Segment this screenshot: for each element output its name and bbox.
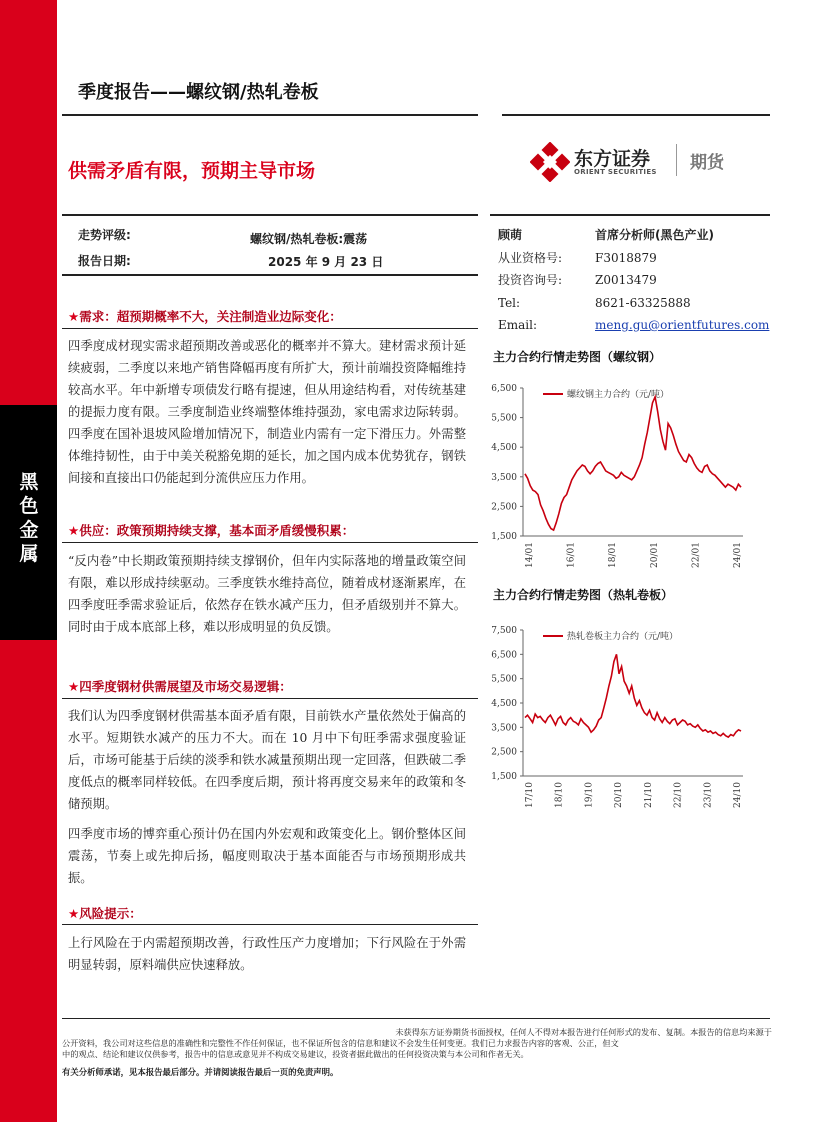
x-tick-label: 17/10 [525, 782, 535, 808]
chart-title: 主力合约行情走势图（热轧卷板） [493, 588, 674, 602]
legend-label: 螺纹钢主力合约（元/吨） [567, 390, 670, 400]
section-heading-demand [68, 307, 342, 325]
analyst-email-link[interactable]: meng.gu@orientfutures.com [595, 318, 770, 332]
trend-value: 螺纹钢/热轧卷板:震荡 [250, 232, 368, 246]
x-tick-label: 20/01 [649, 542, 660, 568]
logo-name: 东方证券 [574, 148, 651, 170]
hrc-price-chart [488, 612, 758, 822]
analyst-row-label: 投资咨询号: [498, 273, 563, 287]
meta-divider-right [490, 214, 770, 216]
x-tick-label: 21/10 [643, 782, 654, 808]
date-value: 2025 年 9 月 23 日 [268, 255, 384, 269]
page-title: 供需矛盾有限，预期主导市场 [68, 160, 316, 182]
rebar-price-chart [488, 374, 758, 574]
section-heading-risk [68, 904, 142, 922]
trend-label: 走势评级: [78, 228, 131, 242]
x-tick-label: 22/01 [691, 542, 702, 568]
y-tick-label: 6,500 [491, 384, 517, 394]
footer-line: 未获得东方证券期货书面授权，任何人不得对本报告进行任何形式的发布、复制。本报告的信息均来源于 [395, 1027, 772, 1037]
sidebar-char: 金 [19, 519, 39, 541]
sidebar-category-label [14, 470, 44, 566]
analyst-row-value: Z0013479 [595, 273, 657, 287]
analyst-row [498, 292, 778, 315]
chart-title: 主力合约行情走势图（螺纹钢） [493, 350, 662, 364]
section-paragraph: “反内卷”中长期政策预期持续支撑钢价，但年内实际落地的增量政策空间有限，难以形成持续驱动。三季度铁水维持高位，随着成材逐渐累库，在四季度旺季需求验证后，依然存在铁水减产压力，但矛盾级别并不算大。同时由于成本底部上移，难以形成明显的负反馈。 [68, 554, 466, 634]
footer-notice: 有关分析师承诺，见本报告最后部分。并请阅读报告最后一页的免责声明。 [62, 1067, 339, 1077]
x-tick-label: 14/01 [525, 542, 535, 568]
company-logo [530, 140, 750, 184]
date-label: 报告日期: [78, 254, 131, 268]
y-tick-label: 2,500 [491, 747, 517, 758]
analyst-row-label: Tel: [498, 295, 521, 310]
meta-divider-left [62, 214, 478, 216]
sidebar-char: 色 [19, 495, 39, 517]
section-paragraph: 我们认为四季度钢材供需基本面矛盾有限，目前铁水产量依然处于偏高的水平。短期铁水减产的压力不大。而在 10 月中下旬旺季需求强度验证后，市场可能基于后续的淡季和铁水减量预期出现一定回落，但跌破二季度低点的概率同样较低。在四季度后期，预计将再度交易来年的政策和冬储预期。 [68, 709, 466, 811]
x-tick-label: 24/01 [733, 542, 743, 568]
analyst-row [498, 247, 778, 270]
section-heading-text: 风险提示： [79, 906, 142, 921]
header-divider-right [502, 114, 770, 116]
logo-divider [676, 144, 677, 176]
logo-english: ORIENT SECURITIES [574, 168, 657, 176]
y-tick-label: 3,500 [491, 472, 517, 483]
star-icon: ★ [68, 679, 80, 694]
analyst-row-label: 从业资格号: [498, 250, 563, 265]
section-divider [62, 698, 478, 699]
header-divider-left [62, 114, 478, 116]
y-tick-label: 7,500 [491, 626, 517, 636]
y-tick-label: 5,500 [491, 674, 517, 685]
logo-mark-icon [530, 142, 570, 182]
footer-disclaimer [62, 1027, 772, 1060]
y-tick-label: 2,500 [491, 502, 517, 513]
footer-line: 公开资料，我公司对这些信息的准确性和完整性不作任何保证，也不保证所包含的信息和建议不会发生任何变更。我们已力求报告内容的客观、公正，但文 [62, 1038, 619, 1048]
y-tick-label: 4,500 [491, 443, 517, 454]
section-divider [62, 542, 478, 543]
y-tick-label: 3,500 [491, 723, 517, 734]
meta-divider-bottom [62, 274, 478, 276]
section-heading-text: 四季度钢材供需展望及市场交易逻辑： [79, 679, 292, 694]
y-tick-label: 1,500 [491, 772, 517, 782]
analyst-header-row [498, 224, 778, 247]
analyst-role: 首席分析师(黑色产业) [595, 228, 714, 242]
section-heading-outlook [68, 677, 292, 695]
star-icon: ★ [68, 309, 80, 324]
x-tick-label: 19/10 [584, 782, 595, 808]
sidebar-red-top [0, 0, 57, 405]
section-heading-supply [68, 521, 354, 539]
sidebar-char: 属 [19, 543, 39, 565]
y-tick-label: 4,500 [491, 699, 517, 709]
analyst-row-label: Email: [498, 318, 538, 332]
x-tick-label: 18/01 [608, 542, 619, 568]
report-type: 季度报告——螺纹钢/热轧卷板 [78, 82, 319, 103]
series-line [525, 654, 741, 737]
x-tick-label: 22/10 [673, 782, 684, 808]
x-tick-label: 24/10 [733, 782, 743, 808]
x-tick-label: 16/01 [566, 542, 577, 568]
x-tick-label: 18/10 [554, 782, 565, 808]
analyst-row [498, 269, 778, 292]
analyst-block [498, 224, 778, 337]
section-paragraph: 四季度成材现实需求超预期改善或恶化的概率并不算大。建材需求预计延续疲弱，二季度以来地产销售降幅再度有所扩大，预计前端投资降幅维持较高水平。年中新增专项债发行略有提速，但从用途结构看，对传统基建的提振力度有限。三季度制造业终端整体维持强劲，家电需求边际转弱。四季度在国补退坡风险增加情况下，制造业内需有一定下滑压力。外需整体维持韧性，由于中美关税豁免期的延长，加之国内成本优势犹存，钢铁间接和直接出口仍能起到分流供应压力作用。 [68, 339, 466, 485]
analyst-row-value: F3018879 [595, 250, 657, 265]
section-paragraph: 上行风险在于内需超预期改善，行政性压产力度增加；下行风险在于外需明显转弱，原料端供应快速释放。 [68, 936, 466, 972]
section-heading-text: 需求：超预期概率不大，关注制造业边际变化： [79, 309, 342, 324]
x-tick-label: 20/10 [614, 782, 625, 808]
footer-line: 中的观点、结论和建议仅供参考，报告中的信息或意见并不构成交易建议，投资者据此做出的任何投资决策与本公司和作者无关。 [62, 1049, 529, 1059]
y-tick-label: 5,500 [491, 413, 517, 424]
x-tick-label: 23/10 [703, 782, 714, 808]
analyst-name: 顾萌 [498, 228, 523, 242]
section-paragraph: 四季度市场的博弈重心预计仍在国内外宏观和政策变化上。钢价整体区间震荡，节奏上或先抑后扬，幅度则取决于基本面能否与市场预期形成共振。 [68, 827, 466, 885]
sidebar-char: 黑 [19, 471, 39, 493]
section-divider [62, 328, 478, 329]
star-icon: ★ [68, 906, 80, 921]
section-heading-text: 供应：政策预期持续支撑，基本面矛盾缓慢积累： [79, 523, 355, 538]
y-tick-label: 1,500 [491, 532, 517, 542]
legend-label: 热轧卷板主力合约（元/吨） [567, 632, 679, 642]
y-tick-label: 6,500 [491, 650, 517, 661]
logo-division: 期货 [690, 153, 724, 173]
analyst-row [498, 314, 778, 337]
series-line [525, 397, 741, 530]
star-icon: ★ [68, 523, 80, 538]
section-divider [62, 924, 478, 925]
sidebar-red-bottom [0, 640, 57, 1122]
analyst-row-value: 8621-63325888 [595, 295, 691, 310]
footer-divider [62, 1018, 770, 1019]
